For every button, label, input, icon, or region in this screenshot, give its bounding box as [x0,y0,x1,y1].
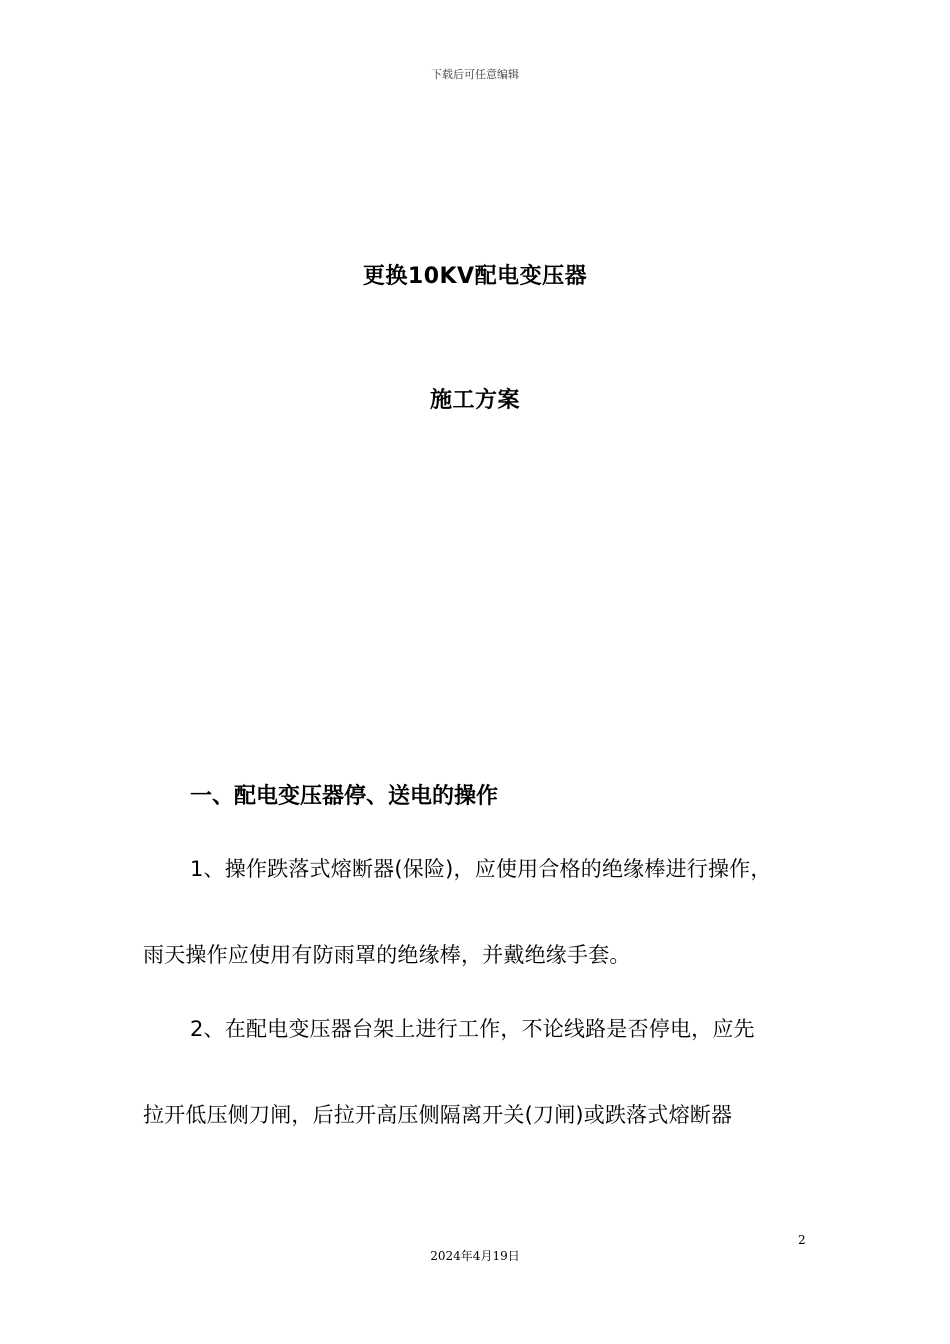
header-note: 下载后可任意编辑 [431,68,519,81]
footer-date: 2024年4月19日 [430,1249,520,1263]
paragraph-line: 雨天操作应使用有防雨罩的绝缘棒，并戴绝缘手套。 [143,943,631,967]
paragraph-line: 1、操作跌落式熔断器(保险)，应使用合格的绝缘棒进行操作， [190,857,772,881]
document-subtitle: 施工方案 [429,388,520,413]
section-heading: 一、配电变压器停、送电的操作 [190,784,499,809]
page-number: 2 [798,1233,806,1247]
paragraph-line: 拉开低压侧刀闸，后拉开高压侧隔离开关(刀闸)或跌落式熔断器 [143,1103,733,1127]
document-title: 更换10KV配电变压器 [362,264,588,289]
paragraph-line: 2、在配电变压器台架上进行工作，不论线路是否停电，应先 [190,1017,755,1041]
